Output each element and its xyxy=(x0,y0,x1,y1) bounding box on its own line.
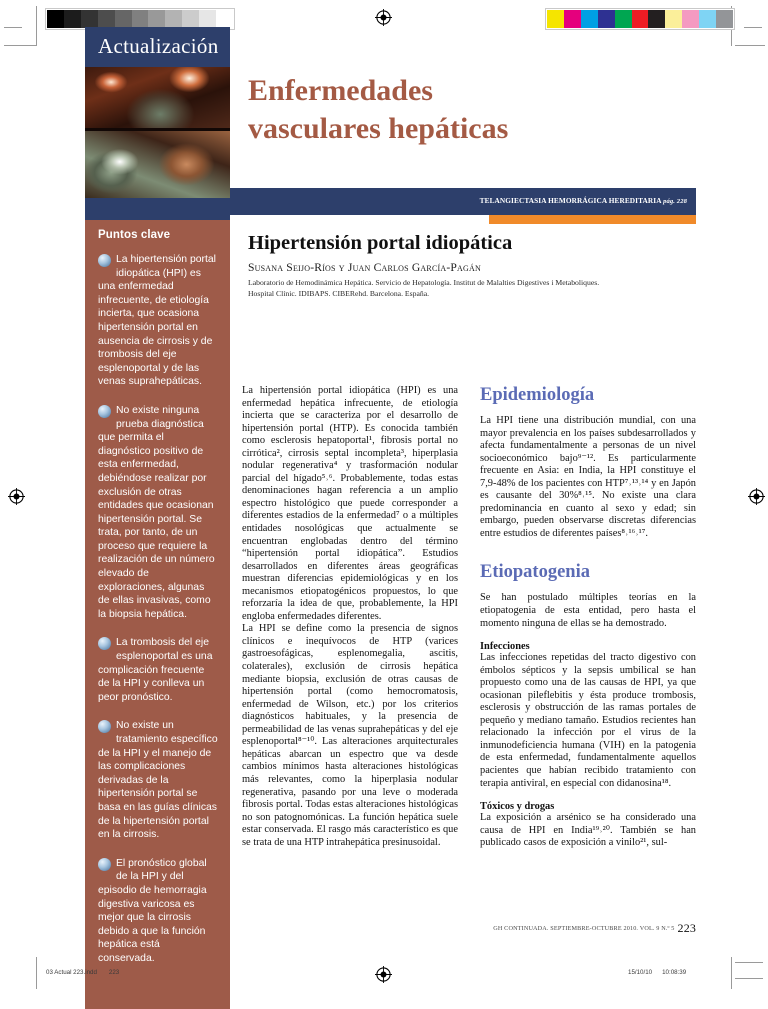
grayscale-swatch-2 xyxy=(81,10,98,28)
section-heading-epidemiologia: Epidemiología xyxy=(480,385,595,405)
left-rail xyxy=(85,27,230,1009)
body-paragraph: La hipertensión portal idiopática (HPI) es una enfermedad hepática infrecuente, de etiología incierta que se caracteriza por el desarrollo de hipertensión portal (HTP). Es conocida también como esclerosis hepatoportal¹, fibrosis portal no cirrótica², cirrosis septal incompleta³, hiperplasia nodular regenerativa⁴ y trasformación nodular parcial del hígado⁵˒⁶. Probablemente, todas estas denominaciones hagan referencia a un amplio espectro histológico que puede corresponder a diferentes estadios de la enfermedad⁷ o a múltiples entidades nosológicas que actualmente se encuentran englobadas dentro del término “hipertensión portal idiopática”. Estudios desarrollados en diferentes áreas geográficas muestran diferencias epidemiológicas y en los mecanismos etiopatogénicos propuestos, lo que reforzaría la idea de que, probablemente, la HPI engloba enfermedades diferentes. xyxy=(242,385,458,622)
key-points-panel xyxy=(85,220,230,1009)
grayscale-swatch-3 xyxy=(98,10,115,28)
liver-histology-photo xyxy=(85,67,230,198)
crop-mark-left-vertical xyxy=(36,6,37,46)
crop-mark-bottom-right-horizontal-2 xyxy=(735,978,763,979)
key-point-text: La trombosis del eje esplenoportal es una complicación frecuente de la HPI y conlleva un peor pronóstico. xyxy=(98,637,213,703)
article-header xyxy=(248,232,694,299)
article-authors: Susana Seijo-Ríos y Juan Carlos García-Pagán xyxy=(248,261,481,274)
color-swatch-7 xyxy=(665,10,682,28)
grayscale-swatch-6 xyxy=(148,10,165,28)
section-banner xyxy=(230,188,696,215)
article-affiliation-line-1: Laboratorio de Hemodinámica Hepática. Servicio de Hepatología. Institut de Malalties Digestives i Metaboliques. xyxy=(248,278,600,287)
registration-target-left xyxy=(8,488,25,505)
body-paragraph: La HPI tiene una distribución mundial, con una mayor prevalencia en los países subdesarrollados y afecta fundamentalmente a personas de un nivel socioeconómico bajo⁹⁻¹². Es particularmente frecuente en Asia: en India, la HPI constituye el 7,9-48% de los pacientes con HTP⁷˒¹³˒¹⁴ y en Japón es causante del 30%⁸˒¹⁵. No existe una clara predominancia en cuanto al sexo y edad; sin embargo, pueden observarse discretas diferencias entre estudios de diferentes países⁸˒¹⁶˒¹⁷. xyxy=(480,415,696,539)
print-time: 10:08:39 xyxy=(662,969,687,976)
color-swatch-8 xyxy=(682,10,699,28)
color-calibration-bar xyxy=(545,8,735,30)
grayscale-swatch-7 xyxy=(165,10,182,28)
key-point-item xyxy=(98,404,218,622)
liver-photo-upper-half xyxy=(85,67,230,130)
journal-footer xyxy=(493,921,696,936)
indd-file-page: 223 xyxy=(108,969,120,976)
registration-target-top xyxy=(375,9,392,26)
subsection-heading-infecciones: Infecciones xyxy=(480,641,530,653)
body-column-left xyxy=(242,385,458,850)
key-point-text: No existe un tratamiento específico de la HPI y el manejo de las complicaciones derivadas de la hipertensión portal se basa en las guías clínicas de la hipertensión portal en la cirrosis. xyxy=(98,720,218,841)
crop-mark-right-horizontal xyxy=(735,45,765,46)
indd-file-name: 03 Actual 223.indd xyxy=(46,969,97,976)
crop-mark-bottom-right-horizontal xyxy=(735,962,763,963)
key-point-text: El pronóstico global de la HPI y del episodio de hemorragia digestiva varicosa es mejor que la cirrosis debido a que la función hepática está conservada. xyxy=(98,857,207,964)
bullet-sphere-icon xyxy=(98,405,111,418)
grayscale-swatch-9 xyxy=(199,10,216,28)
crop-mark-left-horizontal xyxy=(4,45,36,46)
body-paragraph: La exposición a arsénico se ha considerado una causa de HPI en India¹⁹˒²⁰. También se han publicado casos de exposición a vinilo²¹, sul- xyxy=(480,812,696,849)
banner-page-ref: pág. 228 xyxy=(663,198,687,205)
registration-target-right xyxy=(748,488,765,505)
color-swatch-5 xyxy=(632,10,649,28)
cover-title-line-1: Enfermedades xyxy=(248,74,433,107)
grayscale-swatch-0 xyxy=(47,10,64,28)
body-columns xyxy=(242,385,697,850)
bullet-sphere-icon xyxy=(98,254,111,267)
key-points-heading: Puntos clave xyxy=(98,229,171,241)
banner-section-name: TELANGIECTASIA HEMORRÁGICA HEREDITARIA xyxy=(479,196,662,205)
color-swatch-0 xyxy=(547,10,564,28)
section-banner-text xyxy=(480,196,687,205)
cover-title-line-2: vasculares hepáticas xyxy=(248,112,509,145)
collection-label: Actualización xyxy=(85,27,230,67)
grayscale-swatch-5 xyxy=(132,10,149,28)
key-point-text: La hipertensión portal idiopática (HPI) es una enfermedad infrecuente, de etiología incierta, que ocasiona hipertensión portal en ausencia de cirrosis y de trombosis del eje esplenoportal y de las venas suprahepáticas. xyxy=(98,254,216,388)
color-swatch-3 xyxy=(598,10,615,28)
key-point-item xyxy=(98,719,218,841)
crop-mark-bottom-left-vertical xyxy=(36,957,37,989)
bullet-sphere-icon xyxy=(98,858,111,871)
key-point-item xyxy=(98,636,218,704)
banner-orange-accent xyxy=(489,215,696,224)
body-column-right xyxy=(480,385,696,850)
journal-footer-text: GH CONTINUADA. SEPTIEMBRE-OCTUBRE 2010. VOL. 9 N.º 5 xyxy=(493,925,675,932)
section-heading-etiopatogenia: Etiopatogenia xyxy=(480,562,590,583)
article-title: Hipertensión portal idiopática xyxy=(248,232,513,254)
color-swatch-2 xyxy=(581,10,598,28)
key-point-text: No existe ninguna prueba diagnóstica que permita el diagnóstico positivo de esta enfermedad, debiéndose realizar por exclusión de otras entidades que ocasionan hipertensión portal. Se trata, por tanto, de un proceso que requiere la realización de un número elevado de exploraciones, algunas de ellas invasivas, como la biopsia hepática. xyxy=(98,404,215,620)
color-swatch-10 xyxy=(716,10,733,28)
navy-strip xyxy=(85,198,230,220)
key-point-item xyxy=(98,857,218,966)
body-paragraph: La HPI se define como la presencia de signos clínicos e inequívocos de HTP (varices gastroesofágicas, esplenomegalia, ascitis, colaterales), exclusión de cirrosis hepática mediante biopsia, exclusión de otras causas de hipertensión portal (como hemocromatosis, enfermedad de Wilson, etc.) por los criterios diagnósticos habituales, y la presencia de permeabilidad de las venas suprahepáticas y del eje esplenoportal⁸⁻¹⁰. Las alteraciones arquitecturales hepáticas abarcan un espectro que va desde cambios mínimos hasta alteraciones histológicas más relevantes, como la hiperplasia nodular regenerativa, pasando por una leve o moderada fibrosis portal. Todas estas alteraciones histológicas no son patognomónicas. La función hepática suele estar conservada. El rasgo más característico es que se trata de una HTP intrahepática presinusoidal. xyxy=(242,623,458,848)
body-paragraph: Se han postulado múltiples teorías en la etiopatogenia de esta entidad, pero hasta el momento ninguna de ellas se ha demostrado. xyxy=(480,592,696,629)
subsection-heading-toxicos: Tóxicos y drogas xyxy=(480,801,555,813)
crop-mark-bottom-right-vertical xyxy=(731,957,732,989)
grayscale-swatch-4 xyxy=(115,10,132,28)
color-swatch-9 xyxy=(699,10,716,28)
bullet-sphere-icon xyxy=(98,720,111,733)
grayscale-swatch-1 xyxy=(64,10,81,28)
print-date: 15/10/10 xyxy=(628,969,653,976)
bullet-sphere-icon xyxy=(98,637,111,650)
indd-file-info xyxy=(46,969,119,976)
liver-photo-lower-half xyxy=(85,131,230,198)
grayscale-swatch-10 xyxy=(216,10,233,28)
article-affiliation-line-2: Hospital Clínic. IDIBAPS. CIBERehd. Barcelona. España. xyxy=(248,288,430,298)
registration-target-bottom xyxy=(375,966,392,983)
grayscale-swatch-8 xyxy=(182,10,199,28)
cover-title-block xyxy=(248,72,688,148)
color-swatch-6 xyxy=(648,10,665,28)
body-paragraph: Las infecciones repetidas del tracto digestivo con émbolos sépticos y la sepsis umbilical se han propuesto como una de las causas de HPI, ya que ocasionan pileflebitis y ésta produce trombosis, esclerosis y obstrucción de las ramas portales de pequeño y mediano tamaño. Estudios recientes han relacionado la infección por el virus de la inmunodeficiencia humana (VIH) en la patogenia de esta enfermedad, fundamentalmente aquellos pacientes que habían recibido tratamiento con terapia antiviral, en especial con didanosina¹⁸. xyxy=(480,652,696,789)
color-swatch-1 xyxy=(564,10,581,28)
crop-mark-right-horizontal-2 xyxy=(744,27,762,28)
print-timestamp xyxy=(628,969,686,976)
crop-mark-left-horizontal-2 xyxy=(4,27,22,28)
page-number: 223 xyxy=(677,921,696,935)
key-point-item xyxy=(98,253,218,389)
color-swatch-4 xyxy=(615,10,632,28)
